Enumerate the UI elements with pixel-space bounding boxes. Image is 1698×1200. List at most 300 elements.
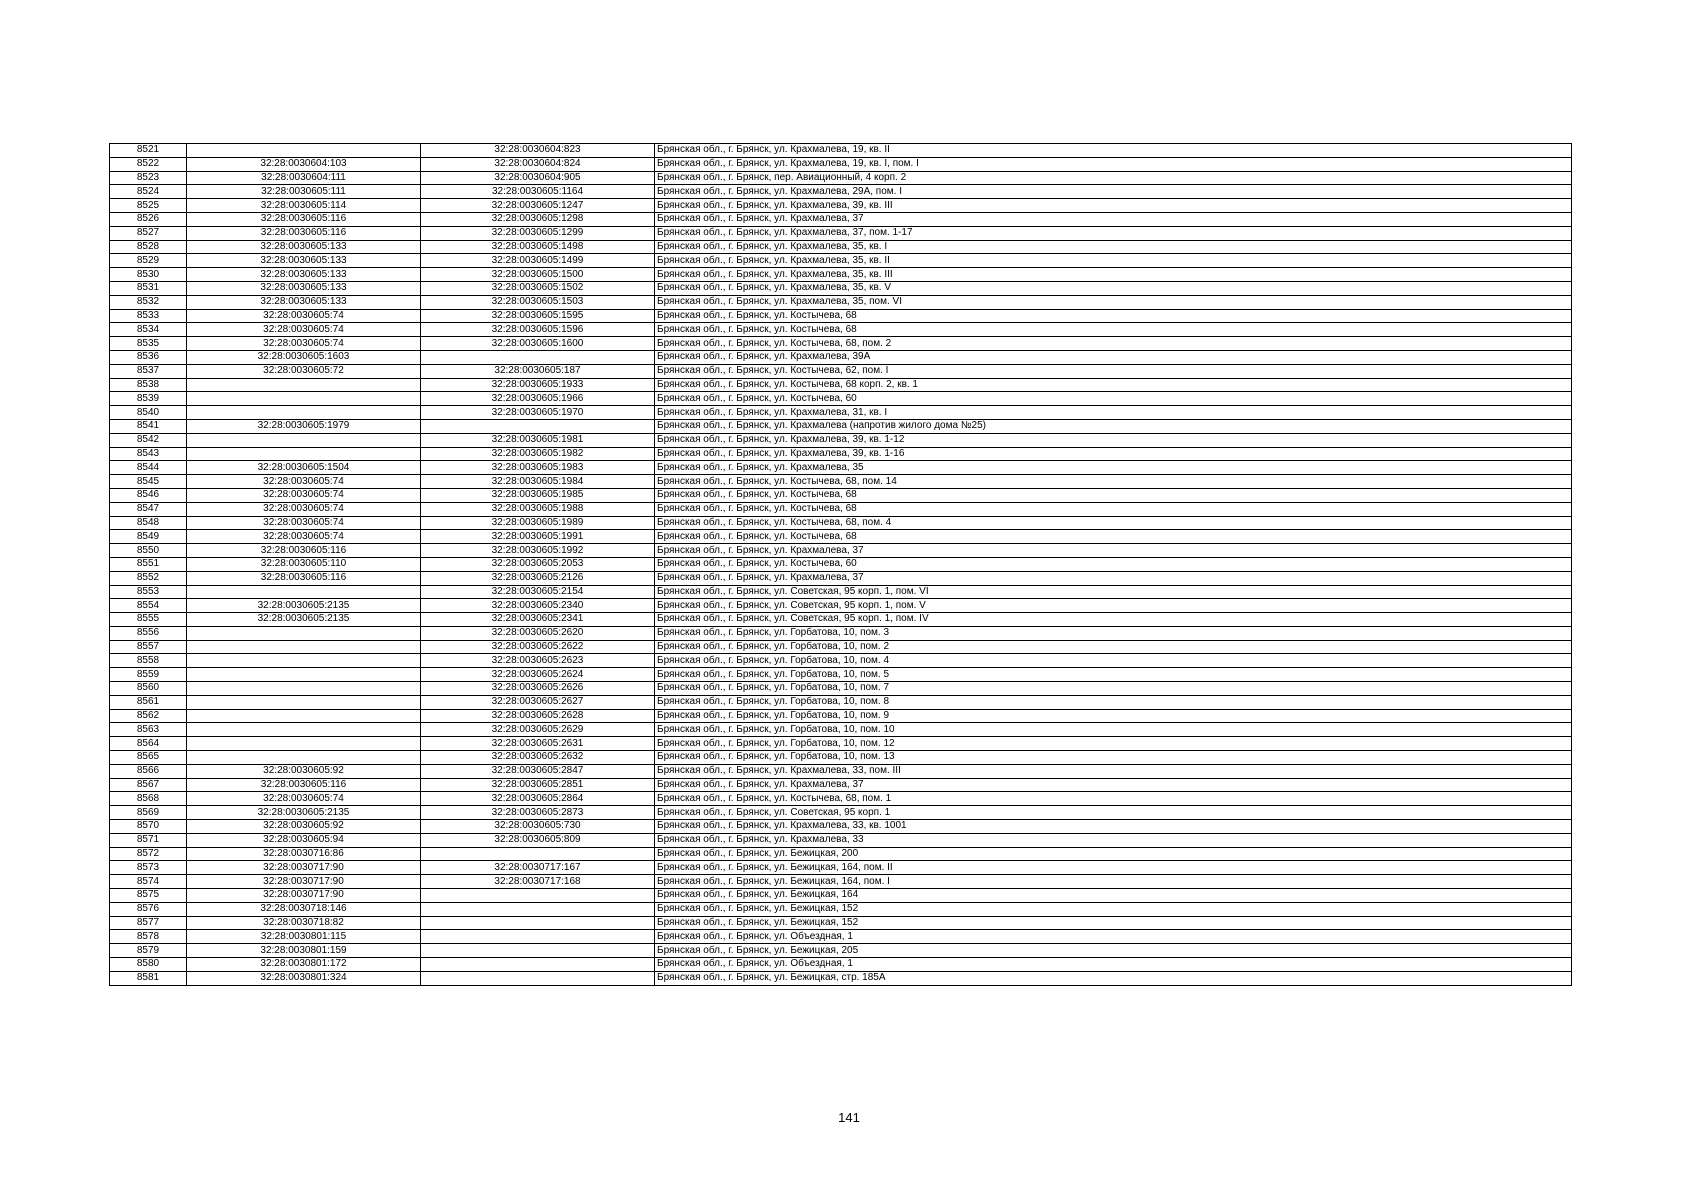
row-number-cell: 8578 [110, 930, 187, 944]
object-cadastral-number-cell: 32:28:0030605:1992 [421, 544, 655, 558]
parcel-cadastral-number-cell: 32:28:0030605:94 [187, 833, 421, 847]
object-cadastral-number-cell: 32:28:0030605:1982 [421, 447, 655, 461]
table-row [110, 626, 1572, 640]
row-number-cell: 8556 [110, 626, 187, 640]
parcel-cadastral-number-cell: 32:28:0030718:82 [187, 916, 421, 930]
row-number-cell: 8557 [110, 640, 187, 654]
parcel-cadastral-number-cell: 32:28:0030605:2135 [187, 806, 421, 820]
table-row [110, 557, 1572, 571]
address-cell: Брянская обл., г. Брянск, ул. Советская, 95 корп. 1 [655, 806, 1572, 820]
table-row [110, 364, 1572, 378]
row-number-cell: 8561 [110, 695, 187, 709]
address-cell: Брянская обл., г. Брянск, ул. Крахмалева, 39, кв. 1-12 [655, 433, 1572, 447]
address-cell: Брянская обл., г. Брянск, ул. Крахмалева, 35, кв. V [655, 281, 1572, 295]
table-row [110, 212, 1572, 226]
parcel-cadastral-number-cell: 32:28:0030605:72 [187, 364, 421, 378]
table-row [110, 157, 1572, 171]
row-number-cell: 8527 [110, 226, 187, 240]
parcel-cadastral-number-cell: 32:28:0030801:324 [187, 971, 421, 985]
row-number-cell: 8569 [110, 806, 187, 820]
parcel-cadastral-number-cell [187, 682, 421, 696]
table-row [110, 461, 1572, 475]
object-cadastral-number-cell: 32:28:0030605:809 [421, 833, 655, 847]
object-cadastral-number-cell: 32:28:0030605:1933 [421, 378, 655, 392]
table-row [110, 875, 1572, 889]
address-cell: Брянская обл., г. Брянск, ул. Советская, 95 корп. 1, пом. IV [655, 613, 1572, 627]
address-cell: Брянская обл., г. Брянск, ул. Горбатова, 10, пом. 4 [655, 654, 1572, 668]
row-number-cell: 8547 [110, 502, 187, 516]
table-row [110, 199, 1572, 213]
address-cell: Брянская обл., г. Брянск, ул. Советская, 95 корп. 1, пом. V [655, 599, 1572, 613]
address-cell: Брянская обл., г. Брянск, ул. Крахмалева, 31, кв. I [655, 406, 1572, 420]
object-cadastral-number-cell: 32:28:0030605:1299 [421, 226, 655, 240]
address-cell: Брянская обл., г. Брянск, ул. Костычева, 68 [655, 530, 1572, 544]
registry-table [109, 143, 1572, 986]
address-cell: Брянская обл., г. Брянск, ул. Горбатова, 10, пом. 9 [655, 709, 1572, 723]
table-row [110, 171, 1572, 185]
table-row [110, 764, 1572, 778]
address-cell: Брянская обл., г. Брянск, ул. Советская, 95 корп. 1, пом. VI [655, 585, 1572, 599]
address-cell: Брянская обл., г. Брянск, ул. Костычева, 68 [655, 323, 1572, 337]
object-cadastral-number-cell: 32:28:0030605:1595 [421, 309, 655, 323]
object-cadastral-number-cell: 32:28:0030605:2626 [421, 682, 655, 696]
object-cadastral-number-cell: 32:28:0030605:2851 [421, 778, 655, 792]
row-number-cell: 8563 [110, 723, 187, 737]
address-cell: Брянская обл., г. Брянск, ул. Бежицкая, 164 [655, 889, 1572, 903]
object-cadastral-number-cell: 32:28:0030605:2847 [421, 764, 655, 778]
row-number-cell: 8529 [110, 254, 187, 268]
object-cadastral-number-cell: 32:28:0030605:1988 [421, 502, 655, 516]
row-number-cell: 8573 [110, 861, 187, 875]
table-row [110, 226, 1572, 240]
parcel-cadastral-number-cell: 32:28:0030605:114 [187, 199, 421, 213]
object-cadastral-number-cell [421, 971, 655, 985]
object-cadastral-number-cell [421, 916, 655, 930]
address-cell: Брянская обл., г. Брянск, ул. Костычева, 68, пом. 4 [655, 516, 1572, 530]
row-number-cell: 8535 [110, 337, 187, 351]
address-cell: Брянская обл., г. Брянск, ул. Крахмалева, 39, кв. 1-16 [655, 447, 1572, 461]
parcel-cadastral-number-cell: 32:28:0030717:90 [187, 861, 421, 875]
table-row [110, 778, 1572, 792]
table-row [110, 806, 1572, 820]
address-cell: Брянская обл., г. Брянск, ул. Крахмалева, 33, пом. III [655, 764, 1572, 778]
table-row [110, 944, 1572, 958]
parcel-cadastral-number-cell [187, 626, 421, 640]
row-number-cell: 8562 [110, 709, 187, 723]
parcel-cadastral-number-cell: 32:28:0030718:146 [187, 902, 421, 916]
table-row [110, 309, 1572, 323]
parcel-cadastral-number-cell: 32:28:0030605:1504 [187, 461, 421, 475]
table-row [110, 668, 1572, 682]
object-cadastral-number-cell: 32:28:0030604:824 [421, 157, 655, 171]
address-cell: Брянская обл., г. Брянск, пер. Авиационный, 4 корп. 2 [655, 171, 1572, 185]
row-number-cell: 8522 [110, 157, 187, 171]
table-row [110, 323, 1572, 337]
row-number-cell: 8554 [110, 599, 187, 613]
table-row [110, 737, 1572, 751]
row-number-cell: 8555 [110, 613, 187, 627]
object-cadastral-number-cell [421, 902, 655, 916]
address-cell: Брянская обл., г. Брянск, ул. Костычева, 68, пом. 14 [655, 475, 1572, 489]
parcel-cadastral-number-cell: 32:28:0030605:92 [187, 764, 421, 778]
table-row [110, 916, 1572, 930]
object-cadastral-number-cell: 32:28:0030605:2864 [421, 792, 655, 806]
row-number-cell: 8521 [110, 144, 187, 158]
parcel-cadastral-number-cell: 32:28:0030604:103 [187, 157, 421, 171]
address-cell: Брянская обл., г. Брянск, ул. Крахмалева, 35, кв. I [655, 240, 1572, 254]
address-cell: Брянская обл., г. Брянск, ул. Горбатова, 10, пом. 13 [655, 751, 1572, 765]
row-number-cell: 8577 [110, 916, 187, 930]
address-cell: Брянская обл., г. Брянск, ул. Костычева, 68, пом. 2 [655, 337, 1572, 351]
row-number-cell: 8570 [110, 820, 187, 834]
parcel-cadastral-number-cell [187, 695, 421, 709]
address-cell: Брянская обл., г. Брянск, ул. Костычева, 68, пом. 1 [655, 792, 1572, 806]
table-row [110, 792, 1572, 806]
object-cadastral-number-cell: 32:28:0030605:2627 [421, 695, 655, 709]
row-number-cell: 8528 [110, 240, 187, 254]
object-cadastral-number-cell [421, 944, 655, 958]
object-cadastral-number-cell: 32:28:0030605:2341 [421, 613, 655, 627]
object-cadastral-number-cell: 32:28:0030605:1596 [421, 323, 655, 337]
parcel-cadastral-number-cell: 32:28:0030605:74 [187, 792, 421, 806]
parcel-cadastral-number-cell: 32:28:0030605:116 [187, 778, 421, 792]
address-cell: Брянская обл., г. Брянск, ул. Горбатова, 10, пом. 5 [655, 668, 1572, 682]
parcel-cadastral-number-cell [187, 447, 421, 461]
table-row [110, 751, 1572, 765]
row-number-cell: 8540 [110, 406, 187, 420]
address-cell: Брянская обл., г. Брянск, ул. Костычева, 62, пом. I [655, 364, 1572, 378]
parcel-cadastral-number-cell: 32:28:0030801:115 [187, 930, 421, 944]
address-cell: Брянская обл., г. Брянск, ул. Бежицкая, 164, пом. II [655, 861, 1572, 875]
object-cadastral-number-cell: 32:28:0030605:1247 [421, 199, 655, 213]
page-number: 141 [838, 1110, 860, 1125]
parcel-cadastral-number-cell: 32:28:0030605:74 [187, 502, 421, 516]
object-cadastral-number-cell [421, 930, 655, 944]
object-cadastral-number-cell: 32:28:0030717:167 [421, 861, 655, 875]
address-cell: Брянская обл., г. Брянск, ул. Крахмалева, 37 [655, 778, 1572, 792]
parcel-cadastral-number-cell [187, 406, 421, 420]
row-number-cell: 8536 [110, 350, 187, 364]
row-number-cell: 8558 [110, 654, 187, 668]
address-cell: Брянская обл., г. Брянск, ул. Костычева, 68 [655, 488, 1572, 502]
table-row [110, 544, 1572, 558]
address-cell: Брянская обл., г. Брянск, ул. Горбатова, 10, пом. 12 [655, 737, 1572, 751]
parcel-cadastral-number-cell: 32:28:0030605:116 [187, 226, 421, 240]
parcel-cadastral-number-cell [187, 751, 421, 765]
address-cell: Брянская обл., г. Брянск, ул. Горбатова, 10, пом. 7 [655, 682, 1572, 696]
row-number-cell: 8525 [110, 199, 187, 213]
parcel-cadastral-number-cell: 32:28:0030605:133 [187, 281, 421, 295]
table-row [110, 613, 1572, 627]
table-row [110, 254, 1572, 268]
table-row [110, 709, 1572, 723]
object-cadastral-number-cell: 32:28:0030605:2628 [421, 709, 655, 723]
address-cell: Брянская обл., г. Брянск, ул. Крахмалева, 19, кв. II [655, 144, 1572, 158]
row-number-cell: 8552 [110, 571, 187, 585]
address-cell: Брянская обл., г. Брянск, ул. Горбатова, 10, пом. 10 [655, 723, 1572, 737]
object-cadastral-number-cell: 32:28:0030605:1502 [421, 281, 655, 295]
object-cadastral-number-cell: 32:28:0030605:2053 [421, 557, 655, 571]
row-number-cell: 8545 [110, 475, 187, 489]
parcel-cadastral-number-cell [187, 654, 421, 668]
object-cadastral-number-cell: 32:28:0030605:2629 [421, 723, 655, 737]
row-number-cell: 8533 [110, 309, 187, 323]
object-cadastral-number-cell: 32:28:0030605:1991 [421, 530, 655, 544]
address-cell: Брянская обл., г. Брянск, ул. Крахмалева, 37 [655, 212, 1572, 226]
address-cell: Брянская обл., г. Брянск, ул. Крахмалева, 35, пом. VI [655, 295, 1572, 309]
object-cadastral-number-cell: 32:28:0030605:2154 [421, 585, 655, 599]
parcel-cadastral-number-cell: 32:28:0030605:74 [187, 488, 421, 502]
parcel-cadastral-number-cell: 32:28:0030605:74 [187, 530, 421, 544]
address-cell: Брянская обл., г. Брянск, ул. Крахмалева, 19, кв. I, пом. I [655, 157, 1572, 171]
address-cell: Брянская обл., г. Брянск, ул. Крахмалева, 39А [655, 350, 1572, 364]
row-number-cell: 8539 [110, 392, 187, 406]
object-cadastral-number-cell: 32:28:0030605:1983 [421, 461, 655, 475]
table-row [110, 295, 1572, 309]
object-cadastral-number-cell: 32:28:0030605:1500 [421, 268, 655, 282]
object-cadastral-number-cell: 32:28:0030717:168 [421, 875, 655, 889]
parcel-cadastral-number-cell [187, 737, 421, 751]
row-number-cell: 8559 [110, 668, 187, 682]
parcel-cadastral-number-cell [187, 668, 421, 682]
row-number-cell: 8523 [110, 171, 187, 185]
parcel-cadastral-number-cell: 32:28:0030801:159 [187, 944, 421, 958]
object-cadastral-number-cell: 32:28:0030605:2622 [421, 640, 655, 654]
address-cell: Брянская обл., г. Брянск, ул. Бежицкая, 152 [655, 902, 1572, 916]
object-cadastral-number-cell: 32:28:0030605:2340 [421, 599, 655, 613]
table-row [110, 958, 1572, 972]
table-row [110, 185, 1572, 199]
table-row [110, 902, 1572, 916]
row-number-cell: 8553 [110, 585, 187, 599]
table-row [110, 406, 1572, 420]
address-cell: Брянская обл., г. Брянск, ул. Бежицкая, 152 [655, 916, 1572, 930]
object-cadastral-number-cell [421, 847, 655, 861]
row-number-cell: 8580 [110, 958, 187, 972]
parcel-cadastral-number-cell: 32:28:0030605:110 [187, 557, 421, 571]
row-number-cell: 8546 [110, 488, 187, 502]
table-row [110, 833, 1572, 847]
row-number-cell: 8560 [110, 682, 187, 696]
object-cadastral-number-cell: 32:28:0030605:1981 [421, 433, 655, 447]
parcel-cadastral-number-cell: 32:28:0030605:111 [187, 185, 421, 199]
object-cadastral-number-cell: 32:28:0030605:1966 [421, 392, 655, 406]
address-cell: Брянская обл., г. Брянск, ул. Бежицкая, 200 [655, 847, 1572, 861]
object-cadastral-number-cell: 32:28:0030605:1164 [421, 185, 655, 199]
parcel-cadastral-number-cell [187, 640, 421, 654]
object-cadastral-number-cell: 32:28:0030605:1600 [421, 337, 655, 351]
address-cell: Брянская обл., г. Брянск, ул. Крахмалева, 35, кв. III [655, 268, 1572, 282]
address-cell: Брянская обл., г. Брянск, ул. Крахмалева, 37 [655, 571, 1572, 585]
parcel-cadastral-number-cell: 32:28:0030801:172 [187, 958, 421, 972]
parcel-cadastral-number-cell: 32:28:0030604:111 [187, 171, 421, 185]
parcel-cadastral-number-cell [187, 723, 421, 737]
parcel-cadastral-number-cell: 32:28:0030605:74 [187, 323, 421, 337]
address-cell: Брянская обл., г. Брянск, ул. Крахмалева, 37, пом. 1-17 [655, 226, 1572, 240]
row-number-cell: 8530 [110, 268, 187, 282]
table-row [110, 378, 1572, 392]
parcel-cadastral-number-cell [187, 378, 421, 392]
table-row [110, 847, 1572, 861]
object-cadastral-number-cell [421, 889, 655, 903]
object-cadastral-number-cell: 32:28:0030605:1970 [421, 406, 655, 420]
parcel-cadastral-number-cell: 32:28:0030716:86 [187, 847, 421, 861]
row-number-cell: 8542 [110, 433, 187, 447]
parcel-cadastral-number-cell: 32:28:0030605:2135 [187, 599, 421, 613]
table-row [110, 268, 1572, 282]
parcel-cadastral-number-cell [187, 392, 421, 406]
object-cadastral-number-cell: 32:28:0030605:2873 [421, 806, 655, 820]
address-cell: Брянская обл., г. Брянск, ул. Костычева, 68 корп. 2, кв. 1 [655, 378, 1572, 392]
table-row [110, 723, 1572, 737]
object-cadastral-number-cell: 32:28:0030605:1984 [421, 475, 655, 489]
address-cell: Брянская обл., г. Брянск, ул. Крахмалева, 33 [655, 833, 1572, 847]
table-row [110, 516, 1572, 530]
parcel-cadastral-number-cell [187, 144, 421, 158]
table-row [110, 475, 1572, 489]
parcel-cadastral-number-cell: 32:28:0030717:90 [187, 875, 421, 889]
parcel-cadastral-number-cell [187, 585, 421, 599]
registry-table-body [110, 144, 1572, 986]
address-cell: Брянская обл., г. Брянск, ул. Костычева, 68 [655, 309, 1572, 323]
row-number-cell: 8568 [110, 792, 187, 806]
row-number-cell: 8531 [110, 281, 187, 295]
row-number-cell: 8532 [110, 295, 187, 309]
table-row [110, 433, 1572, 447]
table-row [110, 488, 1572, 502]
address-cell: Брянская обл., г. Брянск, ул. Объездная, 1 [655, 958, 1572, 972]
table-row [110, 571, 1572, 585]
table-row [110, 971, 1572, 985]
parcel-cadastral-number-cell: 32:28:0030605:74 [187, 516, 421, 530]
object-cadastral-number-cell: 32:28:0030604:905 [421, 171, 655, 185]
object-cadastral-number-cell: 32:28:0030605:1985 [421, 488, 655, 502]
table-row [110, 530, 1572, 544]
object-cadastral-number-cell: 32:28:0030605:2126 [421, 571, 655, 585]
row-number-cell: 8534 [110, 323, 187, 337]
address-cell: Брянская обл., г. Брянск, ул. Крахмалева, 39, кв. III [655, 199, 1572, 213]
address-cell: Брянская обл., г. Брянск, ул. Бежицкая, стр. 185А [655, 971, 1572, 985]
table-row [110, 281, 1572, 295]
object-cadastral-number-cell [421, 350, 655, 364]
row-number-cell: 8579 [110, 944, 187, 958]
row-number-cell: 8567 [110, 778, 187, 792]
table-row [110, 682, 1572, 696]
parcel-cadastral-number-cell: 32:28:0030717:90 [187, 889, 421, 903]
table-row [110, 861, 1572, 875]
address-cell: Брянская обл., г. Брянск, ул. Горбатова, 10, пом. 8 [655, 695, 1572, 709]
row-number-cell: 8566 [110, 764, 187, 778]
object-cadastral-number-cell: 32:28:0030605:2620 [421, 626, 655, 640]
object-cadastral-number-cell: 32:28:0030605:1498 [421, 240, 655, 254]
row-number-cell: 8548 [110, 516, 187, 530]
address-cell: Брянская обл., г. Брянск, ул. Костычева, 60 [655, 557, 1572, 571]
address-cell: Брянская обл., г. Брянск, ул. Крахмалева (напротив жилого дома №25) [655, 419, 1572, 433]
parcel-cadastral-number-cell: 32:28:0030605:133 [187, 254, 421, 268]
address-cell: Брянская обл., г. Брянск, ул. Бежицкая, 164, пом. I [655, 875, 1572, 889]
object-cadastral-number-cell: 32:28:0030605:1298 [421, 212, 655, 226]
object-cadastral-number-cell: 32:28:0030605:2624 [421, 668, 655, 682]
row-number-cell: 8576 [110, 902, 187, 916]
parcel-cadastral-number-cell: 32:28:0030605:116 [187, 571, 421, 585]
parcel-cadastral-number-cell [187, 709, 421, 723]
object-cadastral-number-cell [421, 419, 655, 433]
row-number-cell: 8541 [110, 419, 187, 433]
parcel-cadastral-number-cell: 32:28:0030605:92 [187, 820, 421, 834]
object-cadastral-number-cell: 32:28:0030605:730 [421, 820, 655, 834]
table-row [110, 695, 1572, 709]
parcel-cadastral-number-cell: 32:28:0030605:74 [187, 475, 421, 489]
table-row [110, 820, 1572, 834]
row-number-cell: 8526 [110, 212, 187, 226]
object-cadastral-number-cell: 32:28:0030605:2631 [421, 737, 655, 751]
parcel-cadastral-number-cell: 32:28:0030605:74 [187, 309, 421, 323]
row-number-cell: 8551 [110, 557, 187, 571]
address-cell: Брянская обл., г. Брянск, ул. Бежицкая, 205 [655, 944, 1572, 958]
table-row [110, 337, 1572, 351]
address-cell: Брянская обл., г. Брянск, ул. Горбатова, 10, пом. 3 [655, 626, 1572, 640]
table-row [110, 654, 1572, 668]
table-row [110, 585, 1572, 599]
row-number-cell: 8524 [110, 185, 187, 199]
object-cadastral-number-cell: 32:28:0030605:2623 [421, 654, 655, 668]
row-number-cell: 8571 [110, 833, 187, 847]
parcel-cadastral-number-cell: 32:28:0030605:133 [187, 268, 421, 282]
table-row [110, 930, 1572, 944]
row-number-cell: 8581 [110, 971, 187, 985]
object-cadastral-number-cell: 32:28:0030604:823 [421, 144, 655, 158]
address-cell: Брянская обл., г. Брянск, ул. Объездная, 1 [655, 930, 1572, 944]
parcel-cadastral-number-cell: 32:28:0030605:116 [187, 544, 421, 558]
table-row [110, 419, 1572, 433]
parcel-cadastral-number-cell: 32:28:0030605:1603 [187, 350, 421, 364]
address-cell: Брянская обл., г. Брянск, ул. Крахмалева, 35 [655, 461, 1572, 475]
row-number-cell: 8565 [110, 751, 187, 765]
parcel-cadastral-number-cell: 32:28:0030605:1979 [187, 419, 421, 433]
row-number-cell: 8575 [110, 889, 187, 903]
object-cadastral-number-cell: 32:28:0030605:2632 [421, 751, 655, 765]
row-number-cell: 8564 [110, 737, 187, 751]
object-cadastral-number-cell: 32:28:0030605:1499 [421, 254, 655, 268]
object-cadastral-number-cell [421, 958, 655, 972]
parcel-cadastral-number-cell: 32:28:0030605:74 [187, 337, 421, 351]
parcel-cadastral-number-cell [187, 433, 421, 447]
table-row [110, 240, 1572, 254]
row-number-cell: 8574 [110, 875, 187, 889]
row-number-cell: 8537 [110, 364, 187, 378]
table-row [110, 502, 1572, 516]
row-number-cell: 8543 [110, 447, 187, 461]
row-number-cell: 8538 [110, 378, 187, 392]
table-row [110, 447, 1572, 461]
row-number-cell: 8572 [110, 847, 187, 861]
object-cadastral-number-cell: 32:28:0030605:1503 [421, 295, 655, 309]
parcel-cadastral-number-cell: 32:28:0030605:2135 [187, 613, 421, 627]
table-row [110, 599, 1572, 613]
address-cell: Брянская обл., г. Брянск, ул. Крахмалева, 33, кв. 1001 [655, 820, 1572, 834]
table-row [110, 350, 1572, 364]
address-cell: Брянская обл., г. Брянск, ул. Крахмалева, 37 [655, 544, 1572, 558]
address-cell: Брянская обл., г. Брянск, ул. Горбатова, 10, пом. 2 [655, 640, 1572, 654]
row-number-cell: 8550 [110, 544, 187, 558]
parcel-cadastral-number-cell: 32:28:0030605:116 [187, 212, 421, 226]
object-cadastral-number-cell: 32:28:0030605:1989 [421, 516, 655, 530]
parcel-cadastral-number-cell: 32:28:0030605:133 [187, 295, 421, 309]
table-row [110, 392, 1572, 406]
address-cell: Брянская обл., г. Брянск, ул. Крахмалева, 29А, пом. I [655, 185, 1572, 199]
parcel-cadastral-number-cell: 32:28:0030605:133 [187, 240, 421, 254]
object-cadastral-number-cell: 32:28:0030605:187 [421, 364, 655, 378]
